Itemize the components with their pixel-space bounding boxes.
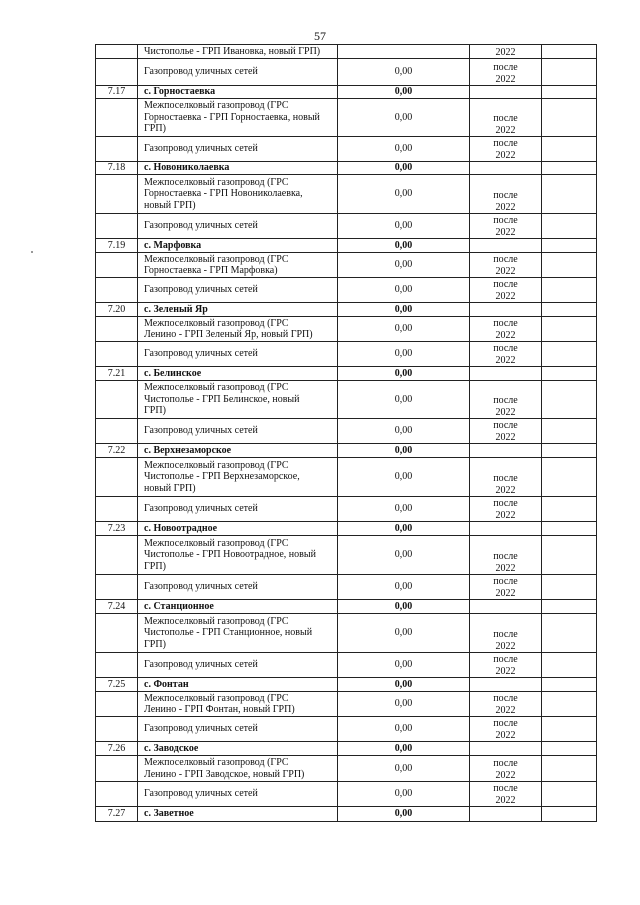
- cost-value: 0,00: [338, 678, 470, 692]
- row-number: [96, 342, 138, 367]
- completion-term: после 2022: [470, 381, 542, 419]
- object-name: Газопровод уличных сетей: [138, 137, 338, 162]
- row-number: [96, 214, 138, 239]
- section-row: [96, 742, 597, 756]
- row-number: [96, 497, 138, 522]
- row-number: 7.18: [96, 162, 138, 175]
- section-row: [96, 600, 597, 614]
- cost-value: 0,00: [338, 367, 470, 381]
- section-row: [96, 678, 597, 692]
- completion-term: после 2022: [470, 317, 542, 342]
- empty-cell: [542, 756, 597, 782]
- row-number: [96, 756, 138, 782]
- row-number: 7.17: [96, 86, 138, 99]
- object-name: Газопровод уличных сетей: [138, 782, 338, 807]
- cost-value: 0,00: [338, 614, 470, 653]
- table-row: [96, 419, 597, 444]
- object-name: Межпоселковый газопровод (ГРС Чистополье - ГРП Белинское, новый ГРП): [138, 381, 338, 419]
- row-number: [96, 317, 138, 342]
- completion-term: после 2022: [470, 536, 542, 575]
- object-name: Газопровод уличных сетей: [138, 342, 338, 367]
- row-number: 7.26: [96, 742, 138, 756]
- row-number: 7.23: [96, 522, 138, 536]
- row-number: [96, 59, 138, 86]
- object-name: Газопровод уличных сетей: [138, 214, 338, 239]
- object-name: Межпоселковый газопровод (ГРС Горностаевка - ГРП Новониколаевка, новый ГРП): [138, 175, 338, 214]
- empty-cell: [542, 458, 597, 497]
- row-number: [96, 419, 138, 444]
- cost-value: 0,00: [338, 99, 470, 137]
- cost-value: 0,00: [338, 253, 470, 278]
- cost-value: 0,00: [338, 444, 470, 458]
- completion-term: после 2022: [470, 59, 542, 86]
- object-name: Газопровод уличных сетей: [138, 278, 338, 303]
- completion-term: [470, 303, 542, 317]
- row-number: 7.24: [96, 600, 138, 614]
- object-name: Газопровод уличных сетей: [138, 59, 338, 86]
- empty-cell: [542, 342, 597, 367]
- cost-value: 0,00: [338, 497, 470, 522]
- settlement-name: с. Верхнезаморское: [138, 444, 338, 458]
- table-row: [96, 278, 597, 303]
- table-row: [96, 317, 597, 342]
- section-row: [96, 162, 597, 175]
- table-row: [96, 756, 597, 782]
- settlement-name: с. Белинское: [138, 367, 338, 381]
- completion-term: после 2022: [470, 497, 542, 522]
- cost-value: 0,00: [338, 381, 470, 419]
- object-name: Газопровод уличных сетей: [138, 717, 338, 742]
- cost-value: 0,00: [338, 458, 470, 497]
- row-number: [96, 99, 138, 137]
- empty-cell: [542, 522, 597, 536]
- section-row: [96, 86, 597, 99]
- completion-term: [470, 162, 542, 175]
- table-row: [96, 342, 597, 367]
- table-body: [96, 45, 597, 822]
- cost-value: 0,00: [338, 717, 470, 742]
- settlement-name: с. Новоотрадное: [138, 522, 338, 536]
- cost-value: 0,00: [338, 214, 470, 239]
- object-name: Межпоселковый газопровод (ГРС Чистополье - ГРП Верхнезаморское, новый ГРП): [138, 458, 338, 497]
- section-row: [96, 807, 597, 822]
- section-row: [96, 303, 597, 317]
- table-row: [96, 458, 597, 497]
- table-row: [96, 381, 597, 419]
- settlement-name: с. Фонтан: [138, 678, 338, 692]
- empty-cell: [542, 303, 597, 317]
- table-row: [96, 59, 597, 86]
- row-number: [96, 575, 138, 600]
- table-row: [96, 45, 597, 59]
- empty-cell: [542, 497, 597, 522]
- empty-cell: [542, 137, 597, 162]
- object-name: Межпоселковый газопровод (ГРС Горностаевка - ГРП Марфовка): [138, 253, 338, 278]
- section-row: [96, 367, 597, 381]
- cost-value: 0,00: [338, 162, 470, 175]
- cost-value: 0,00: [338, 278, 470, 303]
- completion-term: после 2022: [470, 278, 542, 303]
- completion-term: [470, 807, 542, 822]
- cost-value: 0,00: [338, 756, 470, 782]
- cost-value: 0,00: [338, 175, 470, 214]
- completion-term: после 2022: [470, 717, 542, 742]
- object-name: Чистополье - ГРП Ивановка, новый ГРП): [138, 45, 338, 59]
- table-row: [96, 497, 597, 522]
- row-number: [96, 782, 138, 807]
- object-name: Межпоселковый газопровод (ГРС Ленино - ГРП Заводское, новый ГРП): [138, 756, 338, 782]
- row-number: 7.21: [96, 367, 138, 381]
- completion-term: [470, 239, 542, 253]
- cost-value: 0,00: [338, 653, 470, 678]
- completion-term: после 2022: [470, 575, 542, 600]
- completion-term: [470, 522, 542, 536]
- table-row: [96, 717, 597, 742]
- completion-term: после 2022: [470, 458, 542, 497]
- settlement-name: с. Заводское: [138, 742, 338, 756]
- empty-cell: [542, 381, 597, 419]
- completion-term: после 2022: [470, 653, 542, 678]
- empty-cell: [542, 419, 597, 444]
- table-row: [96, 214, 597, 239]
- object-name: Газопровод уличных сетей: [138, 419, 338, 444]
- row-number: [96, 253, 138, 278]
- completion-term: после 2022: [470, 614, 542, 653]
- table-row: [96, 692, 597, 717]
- empty-cell: [542, 614, 597, 653]
- settlement-name: с. Зеленый Яр: [138, 303, 338, 317]
- table-row: [96, 536, 597, 575]
- settlement-name: с. Заветное: [138, 807, 338, 822]
- completion-term: после 2022: [470, 99, 542, 137]
- object-name: Межпоселковый газопровод (ГРС Чистополье - ГРП Станционное, новый ГРП): [138, 614, 338, 653]
- row-number: [96, 381, 138, 419]
- table-row: [96, 653, 597, 678]
- row-number: 7.22: [96, 444, 138, 458]
- row-number: [96, 175, 138, 214]
- completion-term: после 2022: [470, 214, 542, 239]
- row-number: 7.19: [96, 239, 138, 253]
- empty-cell: [542, 575, 597, 600]
- row-number: [96, 137, 138, 162]
- object-name: Межпоселковый газопровод (ГРС Ленино - ГРП Зеленый Яр, новый ГРП): [138, 317, 338, 342]
- cost-value: 0,00: [338, 782, 470, 807]
- row-number: [96, 458, 138, 497]
- completion-term: [470, 678, 542, 692]
- cost-value: 0,00: [338, 342, 470, 367]
- row-number: [96, 278, 138, 303]
- scan-mark: [31, 251, 33, 253]
- cost-value: 0,00: [338, 303, 470, 317]
- empty-cell: [542, 45, 597, 59]
- gas-pipeline-table: [95, 44, 597, 822]
- settlement-name: с. Марфовка: [138, 239, 338, 253]
- row-number: 7.20: [96, 303, 138, 317]
- table-row: [96, 782, 597, 807]
- table-row: [96, 99, 597, 137]
- settlement-name: с. Станционное: [138, 600, 338, 614]
- completion-term: 2022: [470, 45, 542, 59]
- row-number: 7.25: [96, 678, 138, 692]
- empty-cell: [542, 99, 597, 137]
- cost-value: 0,00: [338, 522, 470, 536]
- object-name: Газопровод уличных сетей: [138, 575, 338, 600]
- object-name: Межпоселковый газопровод (ГРС Горностаевка - ГРП Горностаевка, новый ГРП): [138, 99, 338, 137]
- empty-cell: [542, 692, 597, 717]
- cost-value: 0,00: [338, 807, 470, 822]
- row-number: [96, 717, 138, 742]
- row-number: [96, 653, 138, 678]
- row-number: [96, 614, 138, 653]
- empty-cell: [542, 367, 597, 381]
- completion-term: после 2022: [470, 782, 542, 807]
- cost-value: 0,00: [338, 86, 470, 99]
- cost-value: 0,00: [338, 536, 470, 575]
- empty-cell: [542, 175, 597, 214]
- object-name: Газопровод уличных сетей: [138, 497, 338, 522]
- empty-cell: [542, 600, 597, 614]
- empty-cell: [542, 162, 597, 175]
- page-number: 57: [314, 29, 326, 43]
- cost-value: 0,00: [338, 600, 470, 614]
- completion-term: после 2022: [470, 137, 542, 162]
- row-number: [96, 692, 138, 717]
- completion-term: после 2022: [470, 253, 542, 278]
- cost-value: 0,00: [338, 137, 470, 162]
- completion-term: [470, 86, 542, 99]
- settlement-name: с. Горностаевка: [138, 86, 338, 99]
- empty-cell: [542, 717, 597, 742]
- cost-value: 0,00: [338, 692, 470, 717]
- empty-cell: [542, 278, 597, 303]
- empty-cell: [542, 239, 597, 253]
- empty-cell: [542, 742, 597, 756]
- completion-term: после 2022: [470, 175, 542, 214]
- completion-term: после 2022: [470, 419, 542, 444]
- table-row: [96, 575, 597, 600]
- empty-cell: [542, 653, 597, 678]
- cost-value: 0,00: [338, 59, 470, 86]
- completion-term: [470, 742, 542, 756]
- row-number: [96, 536, 138, 575]
- row-number: 7.27: [96, 807, 138, 822]
- settlement-name: с. Новониколаевка: [138, 162, 338, 175]
- section-row: [96, 444, 597, 458]
- object-name: Межпоселковый газопровод (ГРС Ленино - ГРП Фонтан, новый ГРП): [138, 692, 338, 717]
- cost-value: 0,00: [338, 575, 470, 600]
- empty-cell: [542, 86, 597, 99]
- table-row: [96, 137, 597, 162]
- cost-value: [338, 45, 470, 59]
- empty-cell: [542, 59, 597, 86]
- completion-term: после 2022: [470, 342, 542, 367]
- cost-value: 0,00: [338, 419, 470, 444]
- completion-term: [470, 444, 542, 458]
- cost-value: 0,00: [338, 317, 470, 342]
- completion-term: после 2022: [470, 692, 542, 717]
- completion-term: [470, 367, 542, 381]
- empty-cell: [542, 317, 597, 342]
- empty-cell: [542, 536, 597, 575]
- table-row: [96, 614, 597, 653]
- empty-cell: [542, 214, 597, 239]
- object-name: Межпоселковый газопровод (ГРС Чистополье - ГРП Новоотрадное, новый ГРП): [138, 536, 338, 575]
- table-row: [96, 175, 597, 214]
- empty-cell: [542, 444, 597, 458]
- empty-cell: [542, 807, 597, 822]
- section-row: [96, 522, 597, 536]
- empty-cell: [542, 782, 597, 807]
- section-row: [96, 239, 597, 253]
- cost-value: 0,00: [338, 239, 470, 253]
- row-number: [96, 45, 138, 59]
- completion-term: [470, 600, 542, 614]
- empty-cell: [542, 678, 597, 692]
- empty-cell: [542, 253, 597, 278]
- completion-term: после 2022: [470, 756, 542, 782]
- cost-value: 0,00: [338, 742, 470, 756]
- table-row: [96, 253, 597, 278]
- object-name: Газопровод уличных сетей: [138, 653, 338, 678]
